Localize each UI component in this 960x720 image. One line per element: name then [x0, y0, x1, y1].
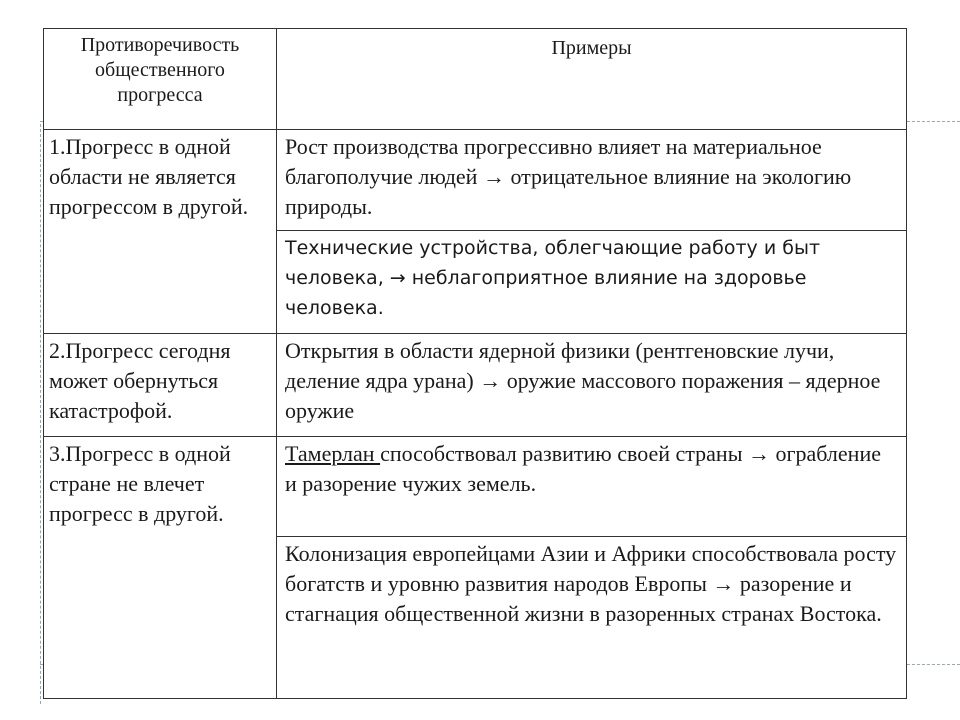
row-3-example-1-text: способствовал развитию своей страны → ограбление и разорение чужих земель.	[285, 441, 881, 496]
row-3-example-2: Колонизация европейцами Азии и Африки способствовала росту богатств и уровню развития народов Европы → разорение и стагнация общественной жизни в разоренных странах Востока.	[276, 536, 907, 699]
header-contradictions: Противоречивость общественного прогресса	[43, 28, 277, 130]
row-2-contradiction: 2.Прогресс сегодня может обернуться катастрофой.	[43, 333, 277, 437]
row-1-example-2: Технические устройства, облегчающие работу и быт человека, → неблагоприятное влияние на здоровье человека.	[276, 230, 907, 334]
row-2-example-1: Открытия в области ядерной физики (рентгеновские лучи, деление ядра урана) → оружие массового поражения – ядерное оружие	[276, 333, 907, 437]
row-1-contradiction: 1.Прогресс в одной области не является прогрессом в другой.	[43, 129, 277, 334]
row-1-example-1: Рост производства прогрессивно влияет на материальное благополучие людей → отрицательное влияние на экологию природы.	[276, 129, 907, 231]
slide-decor-line-vertical	[40, 124, 41, 704]
row-3-example-1	[276, 436, 907, 537]
row-3-contradiction: 3.Прогресс в одной стране не влечет прогресс в другой.	[43, 436, 277, 699]
header-examples: Примеры	[276, 28, 907, 130]
tamerlan-link[interactable]: Тамерлан	[285, 441, 381, 466]
